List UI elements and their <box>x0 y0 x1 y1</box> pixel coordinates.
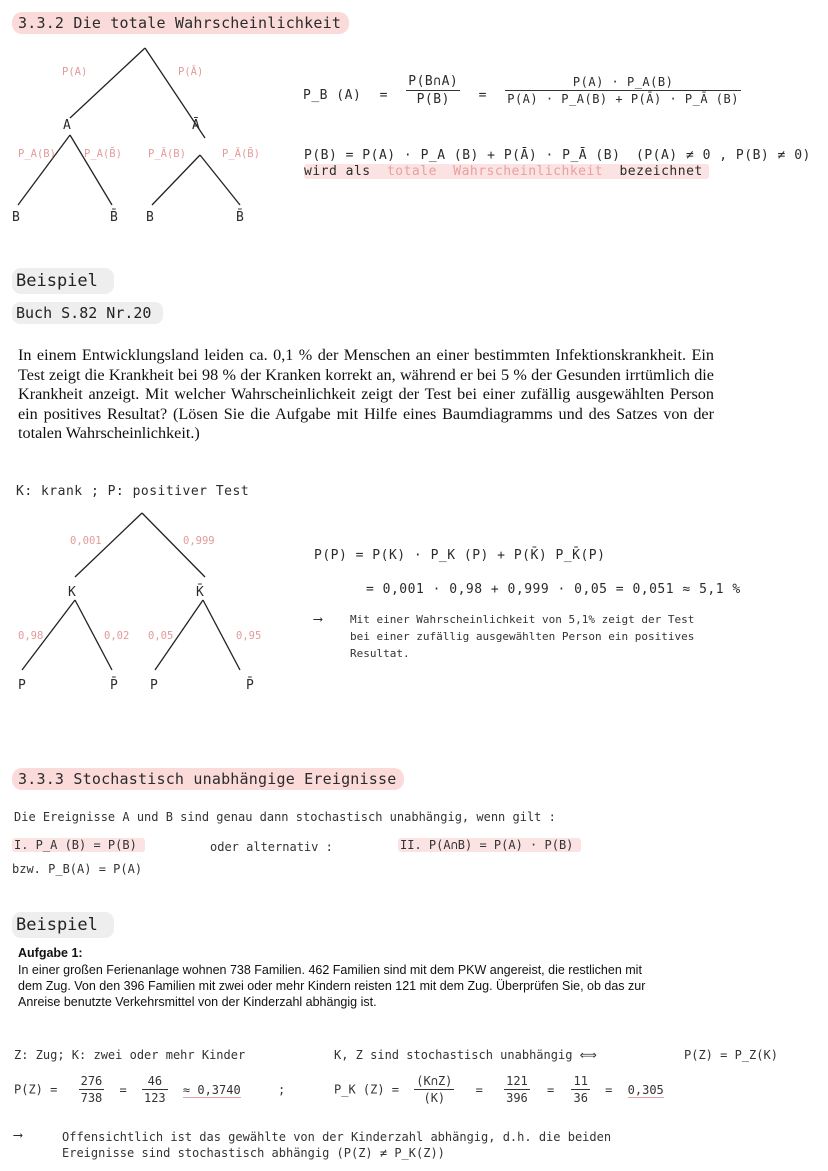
independence-condition-1: I. P_A (B) = P(B) <box>12 838 145 852</box>
tree2-node-kbar: K̄ <box>196 585 205 600</box>
independence-condition-1b: bzw. P_B(A) = P(A) <box>12 862 143 876</box>
section-heading-total-probability: 3.3.2 Die totale Wahrscheinlichkeit <box>12 12 349 34</box>
tree2-leaf-4: P̄ <box>246 678 255 693</box>
example1-conclusion-3: Resultat. <box>350 647 410 660</box>
independence-definition: Die Ereignisse A und B sind genau dann stochastisch unabhängig, wenn gilt : <box>14 810 556 824</box>
example1-formula-line-1: P(P) = P(K) · P_K (P) + P(K̄) P_K̄(P) <box>314 548 606 563</box>
total-probability-conditions: (P(A) ≠ 0 , P(B) ≠ 0) <box>636 148 811 163</box>
problem-text-1: In einem Entwicklungsland leiden ca. 0,1 % der Menschen an einer bestimmten Infektionskrankheit. Ein Test zeigt die Krankheit bei 98 % der Kranken korrekt an, während er bei 5 % der Gesunden irrtümlich die Krankheit anzeigt. Mit welcher Wahrscheinlichkeit zeigt der Test bei einer zufällig ausgewählten Person ein positives Resultat? (Lösen Sie die Aufgabe mit Hilfe eines Baumdiagramms und des Satzes von der totalen Wahrscheinlichkeit.) <box>18 346 714 443</box>
tree1-label-b4: P_Ā(B̄) <box>222 148 260 160</box>
tree1-label-pa: P(A) <box>62 66 88 78</box>
example-label-1: Beispiel <box>12 268 114 294</box>
tree1-node-abar: Ā <box>192 118 201 133</box>
tree-diagram-total-probability <box>0 40 290 240</box>
tree1-label-b2: P_A(B̄) <box>84 148 122 160</box>
bayes-fraction-1: $\frac{P(B\cap A)}{P(B)}$ <box>408 74 459 107</box>
final-conclusion-1: Offensichtlich ist das gewählte von der Kinderzahl abhängig, d.h. die beiden <box>62 1130 612 1144</box>
example1-legend: K: krank ; P: positiver Test <box>16 484 250 499</box>
total-probability-definition: wird als totale Wahrscheinlichkeit bezeichnet <box>304 164 709 179</box>
bayes-formula: P_B (A) = $\frac{P(B\cap A)}{P(B)}$ = $\frac{P(A) \cdot P\_A(B)}{P(A) \cdot P\_A(B) + P(Ā) \cdot P\_Ā (B)}$ <box>303 74 739 107</box>
tree2-label-b2: 0,02 <box>104 630 130 642</box>
tree1-leaf-4: B̄ <box>236 210 245 225</box>
tree2-leaf-2: P̄ <box>110 678 119 693</box>
example2-legend: Z: Zug; K: zwei oder mehr Kinder <box>14 1048 246 1062</box>
tree2-label-b1: 0,98 <box>18 630 44 642</box>
tree2-leaf-1: P <box>18 678 27 693</box>
bayes-fraction-2: $\frac{P(A) \cdot P\_A(B)}{P(A) \cdot P\_A(B) + P(Ā) \cdot P\_Ā (B)}$ <box>507 75 739 106</box>
independence-oder-alternativ: oder alternativ : <box>210 840 333 854</box>
arrow-icon-2: ⟶ <box>14 1128 23 1143</box>
tree1-label-b3: P_Ā(B) <box>148 148 186 160</box>
task-title: Aufgabe 1: <box>18 946 83 960</box>
tree2-label-b3: 0,05 <box>148 630 174 642</box>
pk-calculation: P_K (Z) = $\frac{(K\cap Z)}{(K)}$ = $\frac{121}{396}$ = $\frac{11}{36}$ = 0,305 <box>334 1074 664 1105</box>
example1-formula-line-2: = 0,001 · 0,98 + 0,999 · 0,05 = 0,051 ≈ 5,1 % <box>366 582 741 597</box>
pz-calculation: P(Z) = $\frac{276}{738}$ = $\frac{46}{123}$ ≈ 0,3740 ; <box>14 1074 286 1105</box>
tree1-label-pabar: P(Ā) <box>178 66 204 78</box>
example1-conclusion-2: bei einer zufällig ausgewählten Person ein positives <box>350 630 695 643</box>
task-text: In einer großen Ferienanlage wohnen 738 Familien. 462 Familien sind mit dem PKW angereist, die restlichen mit dem Zug. Von den 396 Familien mit zwei oder mehr Kindern reisten 121 mit dem Zug. Überprüfen Sie, ob das zur Anreise benutzte Verkehrsmittel von der Kinderzahl abhängig ist. <box>18 963 646 1010</box>
example-label-2: Beispiel <box>12 912 114 938</box>
tree-diagram-example-1 <box>0 505 290 695</box>
tree1-leaf-2: B̄ <box>110 210 119 225</box>
independence-condition-2: II. P(A∩B) = P(A) · P(B) <box>398 838 581 852</box>
total-probability-formula: P(B) = P(A) · P_A (B) + P(Ā) · P_Ā (B) <box>304 148 621 163</box>
tree2-node-k: K <box>68 585 77 600</box>
tree1-leaf-1: B <box>12 210 21 225</box>
example2-independence-statement: K, Z sind stochastisch unabhängig ⟺ <box>334 1048 597 1062</box>
section-heading-independent-events: 3.3.3 Stochastisch unabhängige Ereignisse <box>12 768 404 790</box>
bayes-lhs: P_B (A) <box>303 88 362 103</box>
arrow-icon: ⟶ <box>314 612 323 627</box>
book-reference: Buch S.82 Nr.20 <box>12 302 163 324</box>
example2-independence-rhs: P(Z) = P_Z(K) <box>684 1048 778 1062</box>
tree2-label-top-right: 0,999 <box>183 535 215 547</box>
tree2-leaf-3: P <box>150 678 159 693</box>
tree1-leaf-3: B <box>146 210 155 225</box>
tree1-label-b1: P_A(B) <box>18 148 56 160</box>
final-conclusion-2: Ereignisse sind stochastisch abhängig (P(Z) ≠ P_K(Z)) <box>62 1146 445 1160</box>
tree1-node-a: A <box>63 118 72 133</box>
tree2-label-top-left: 0,001 <box>70 535 102 547</box>
tree2-label-b4: 0,95 <box>236 630 262 642</box>
example1-conclusion-1: Mit einer Wahrscheinlichkeit von 5,1% zeigt der Test <box>350 613 695 626</box>
